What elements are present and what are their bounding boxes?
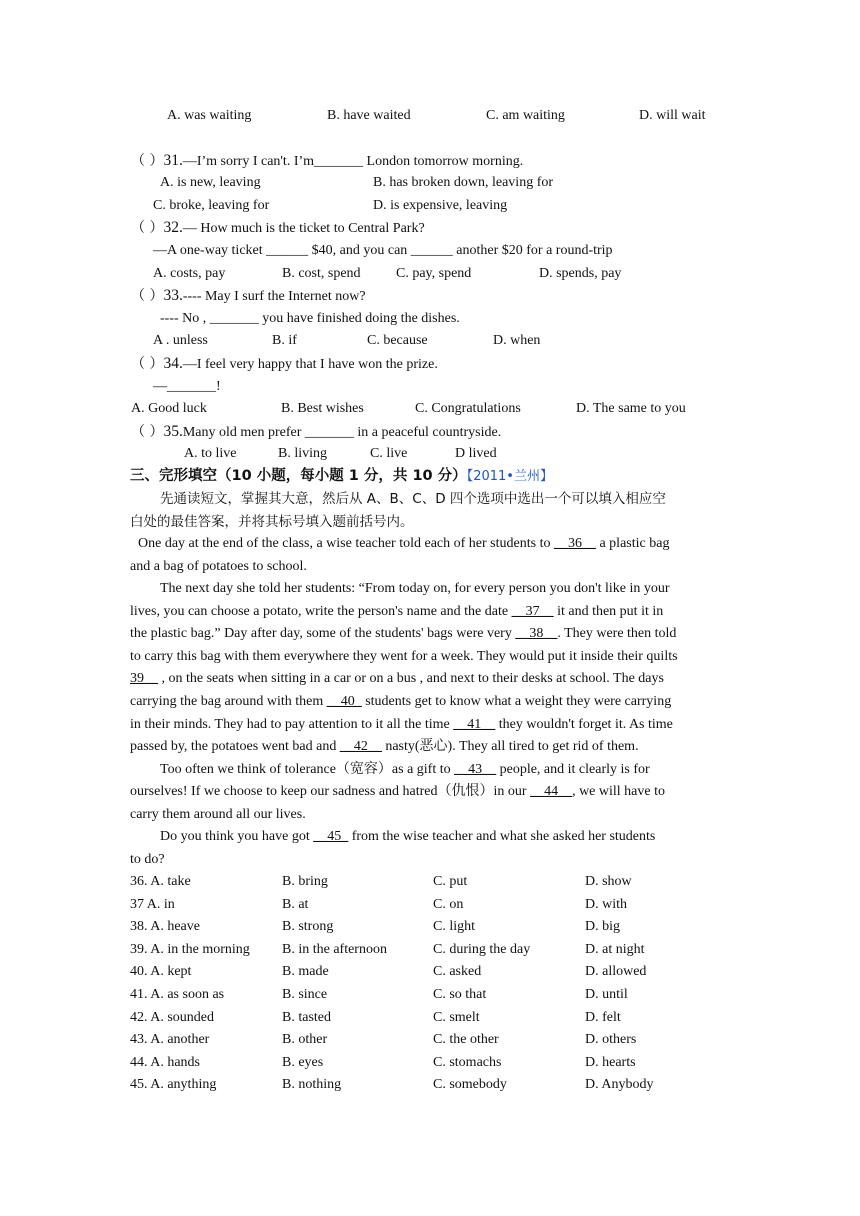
answer-option-b: B. strong <box>282 919 334 935</box>
answer-row <box>0 1076 860 1094</box>
answer-row <box>0 1031 860 1049</box>
answer-option-d: D. show <box>585 874 632 889</box>
q33-stem: ---- May I surf the Internet now? <box>182 289 366 304</box>
answer-option-b: B. bring <box>282 874 328 889</box>
q34-option-b: B. Best wishes <box>281 401 364 416</box>
answer-row <box>0 986 860 1004</box>
q33-option-c: C. because <box>367 333 428 348</box>
answer-option-d: D. Anybody <box>585 1077 654 1093</box>
q33-option-b: B. if <box>272 333 297 348</box>
passage-line <box>160 828 655 846</box>
answer-option-a: 44. A. hands <box>130 1054 200 1070</box>
q34-number: 34. <box>163 355 183 372</box>
q34-option-a: A. Good luck <box>131 401 207 416</box>
answer-option-b: B. made <box>282 964 329 980</box>
q35-option-d: D lived <box>455 446 497 461</box>
passage-text: carrying the bag around with them <box>130 694 327 709</box>
passage-line: to carry this bag with them everywhere they went for a week. They would put it inside their quilts <box>130 649 678 664</box>
passage-line <box>160 761 650 779</box>
answer-option-a: 38. A. heave <box>130 919 200 935</box>
answer-row <box>0 1009 860 1027</box>
answer-option-a: 41. A. as soon as <box>130 987 225 1002</box>
passage-text: . They were then told <box>557 626 677 641</box>
q31-option-d: D. is expensive, leaving <box>373 198 508 213</box>
passage-text: it and then put it in <box>553 604 664 619</box>
instruction-line-2: 白处的最佳答案，并将其标号填入题前括号内。 <box>130 514 414 530</box>
q33-answer-bracket[interactable]: （ ） <box>131 288 164 304</box>
blank-43: __43__ <box>454 762 497 777</box>
passage-text: , on the seats when sitting in a car or on a bus , and next to their desks at school. The days <box>158 671 664 686</box>
passage-text: Too often we think of tolerance（宽容）as a gift to <box>160 762 455 777</box>
passage-line: and a bag of potatoes to school. <box>130 559 307 574</box>
answer-row <box>0 1054 860 1072</box>
q32-option-b: B. cost, spend <box>282 266 361 281</box>
passage-text: a plastic bag <box>595 536 670 551</box>
passage-text: lives, you can choose a potato, write the person's name and the date <box>130 604 512 619</box>
instruction-line-1: 先通读短文，掌握其大意，然后从 A、B、C、D 四个选项中选出一个可以填入相应空 <box>160 491 666 507</box>
answer-option-a: 36. A. take <box>130 874 191 889</box>
passage-text: from the wise teacher and what she asked her students <box>348 829 656 844</box>
q30-options <box>0 107 860 125</box>
answer-option-b: B. other <box>282 1032 328 1048</box>
answer-option-d: D. at night <box>585 941 645 957</box>
q35-stem: Many old men prefer _______ in a peaceful countryside. <box>182 425 502 440</box>
passage-text: Do you think you have got <box>160 829 314 844</box>
section-source: 【2011•兰州】 <box>466 469 553 484</box>
passage-line <box>130 783 665 801</box>
answer-row <box>0 918 860 936</box>
passage-text: ourselves! If we choose to keep our sadness and hatred（仇恨）in our <box>130 784 531 799</box>
answer-option-a: 42. A. sounded <box>130 1009 214 1025</box>
q32-stem-line <box>131 219 425 238</box>
q32-number: 32. <box>163 219 183 236</box>
answer-option-d: D. big <box>585 919 620 935</box>
q32-option-a: A. costs, pay <box>153 266 226 281</box>
answer-option-b: B. at <box>282 896 309 912</box>
q35-stem-line <box>131 423 501 442</box>
answer-option-b: B. tasted <box>282 1009 331 1025</box>
answer-option-c: C. put <box>433 874 468 889</box>
blank-45: __45_ <box>313 829 349 844</box>
answer-option-b: B. nothing <box>282 1077 342 1093</box>
passage-text: they wouldn't forget it. As time <box>495 717 673 732</box>
passage-text: students get to know what a weight they were carrying <box>361 694 672 709</box>
q34-stem-line <box>131 355 438 374</box>
blank-40: __40_ <box>326 694 362 709</box>
q30-option-d: D. will wait <box>639 108 706 123</box>
answer-option-d: D. allowed <box>585 964 647 980</box>
q31-option-a: A. is new, leaving <box>160 175 261 190</box>
q34-option-d: D. The same to you <box>576 401 686 416</box>
passage-line <box>138 535 669 553</box>
passage-line: The next day she told her students: “From today on, for every person you don't like in your <box>160 581 670 596</box>
answer-option-d: D. felt <box>585 1009 621 1025</box>
answer-row <box>0 941 860 959</box>
answer-option-a: 45. A. anything <box>130 1077 217 1093</box>
answer-option-d: D. others <box>585 1032 637 1048</box>
section-heading <box>130 467 553 486</box>
blank-38: __38__ <box>515 626 558 641</box>
q30-option-a: A. was waiting <box>167 108 252 123</box>
passage-line: carry them around all our lives. <box>130 807 306 822</box>
q31-number: 31. <box>163 152 183 169</box>
blank-41: __41__ <box>453 717 496 732</box>
answer-row <box>0 896 860 914</box>
passage-text: passed by, the potatoes went bad and <box>130 739 340 754</box>
q34-line2: —_______! <box>153 379 221 394</box>
q31-stem-line <box>131 152 523 171</box>
q35-number: 35. <box>163 423 183 440</box>
answer-option-c: C. light <box>433 919 476 935</box>
passage-text: in their minds. They had to pay attention to it all the time <box>130 717 454 732</box>
passage-line <box>130 603 663 621</box>
blank-42: __42__ <box>339 739 382 754</box>
passage-text: the plastic bag.” Day after day, some of the students' bags were very <box>130 626 516 641</box>
passage-text: nasty(恶心). They all tired to get rid of them. <box>381 739 639 754</box>
q33-line2: ---- No , _______ you have finished doing the dishes. <box>160 311 460 326</box>
q31-option-b: B. has broken down, leaving for <box>373 175 554 190</box>
q32-option-d: D. spends, pay <box>539 266 622 281</box>
blank-39: 39__ <box>130 671 158 686</box>
q35-option-b: B. living <box>278 446 328 461</box>
answer-row <box>0 963 860 981</box>
blank-37: __37__ <box>511 604 554 619</box>
answer-option-c: C. so that <box>433 987 487 1002</box>
passage-line: to do? <box>130 852 165 867</box>
q33-stem-line <box>131 287 366 306</box>
q35-option-a: A. to live <box>184 446 237 461</box>
answer-option-a: 43. A. another <box>130 1032 210 1048</box>
passage-line <box>130 693 671 711</box>
answer-option-c: C. asked <box>433 964 482 980</box>
answer-option-d: D. until <box>585 987 628 1002</box>
q33-option-a: A . unless <box>153 333 208 348</box>
passage-line <box>130 670 664 688</box>
answer-option-d: D. with <box>585 896 627 912</box>
q31-answer-bracket[interactable]: （ ） <box>131 153 164 169</box>
passage-text: people, and it clearly is for <box>496 762 650 777</box>
blank-36: __36__ <box>553 536 596 551</box>
passage-line <box>130 716 673 734</box>
passage-text: , we will have to <box>572 784 665 799</box>
answer-option-b: B. eyes <box>282 1054 324 1070</box>
q35-option-c: C. live <box>370 446 408 461</box>
q33-option-d: D. when <box>493 333 541 348</box>
answer-option-c: C. during the day <box>433 941 531 957</box>
passage-text: One day at the end of the class, a wise teacher told each of her students to <box>138 536 554 551</box>
answer-option-a: 40. A. kept <box>130 964 192 980</box>
answer-option-a: 39. A. in the morning <box>130 941 250 957</box>
q31-stem: —I’m sorry I can't. I’m_______ London tomorrow morning. <box>182 154 524 169</box>
q34-stem: —I feel very happy that I have won the prize. <box>182 357 438 372</box>
q34-option-c: C. Congratulations <box>415 401 521 416</box>
q33-number: 33. <box>163 287 183 304</box>
q30-option-b: B. have waited <box>327 108 411 123</box>
passage-line <box>130 625 676 643</box>
q32-answer-bracket[interactable]: （ ） <box>131 220 164 236</box>
answer-option-c: C. smelt <box>433 1009 480 1025</box>
q35-answer-bracket[interactable]: （ ） <box>131 424 164 440</box>
answer-option-c: C. somebody <box>433 1077 507 1093</box>
answer-option-a: 37 A. in <box>130 896 175 912</box>
q34-answer-bracket[interactable]: （ ） <box>131 356 164 372</box>
q31-option-c: C. broke, leaving for <box>153 198 270 213</box>
q32-line2: —A one-way ticket ______ $40, and you can ______ another $20 for a round-trip <box>153 243 613 258</box>
answer-option-c: C. on <box>433 896 464 912</box>
answer-row <box>0 873 860 891</box>
q30-option-c: C. am waiting <box>486 108 565 123</box>
answer-option-d: D. hearts <box>585 1054 636 1070</box>
answer-option-b: B. since <box>282 987 328 1002</box>
q32-stem: — How much is the ticket to Central Park? <box>182 221 425 236</box>
passage-line <box>130 738 639 756</box>
answer-option-c: C. stomachs <box>433 1054 502 1070</box>
blank-44: __44__ <box>530 784 573 799</box>
answer-option-b: B. in the afternoon <box>282 941 387 957</box>
section-title: 三、完形填空（10 小题，每小题 1 分，共 10 分） <box>130 468 467 484</box>
answer-option-c: C. the other <box>433 1032 499 1048</box>
q32-option-c: C. pay, spend <box>396 266 472 281</box>
